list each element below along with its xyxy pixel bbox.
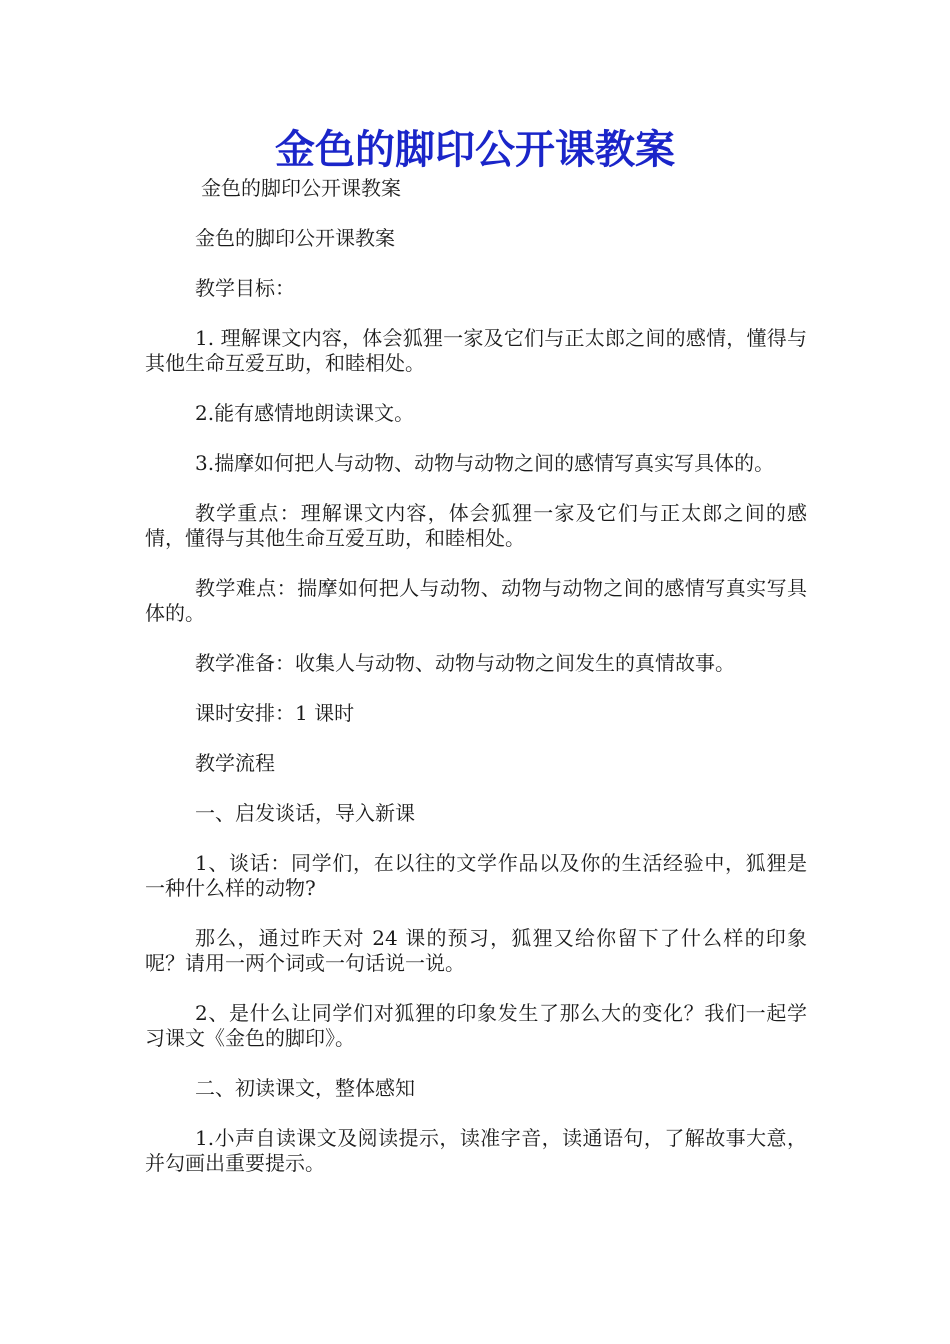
paragraph: 3.揣摩如何把人与动物、动物与动物之间的感情写真实写具体的。 bbox=[195, 451, 775, 475]
paragraph: 1、谈话：同学们，在以往的文学作品以及你的生活经验中，狐狸是一种什么样的动物? bbox=[145, 851, 807, 900]
paragraph: 1.小声自读课文及阅读提示，读准字音，读通语句，了解故事大意，并勾画出重要提示。 bbox=[145, 1126, 807, 1175]
document-title: 金色的脚印公开课教案 bbox=[275, 127, 675, 173]
paragraph-subtitle: 金色的脚印公开课教案 bbox=[201, 176, 401, 200]
paragraph: 教学难点：揣摩如何把人与动物、动物与动物之间的感情写真实写具体的。 bbox=[145, 576, 807, 625]
paragraph: 2.能有感情地朗读课文。 bbox=[195, 401, 415, 425]
paragraph: 课时安排：1 课时 bbox=[195, 701, 355, 725]
paragraph: 1. 理解课文内容，体会狐狸一家及它们与正太郎之间的感情，懂得与其他生命互爱互助，和睦相处。 bbox=[145, 326, 807, 375]
paragraph: 教学流程 bbox=[195, 751, 275, 775]
paragraph: 一、启发谈话，导入新课 bbox=[195, 801, 415, 825]
paragraph: 教学目标： bbox=[195, 276, 295, 300]
paragraph: 教学准备：收集人与动物、动物与动物之间发生的真情故事。 bbox=[195, 651, 735, 675]
paragraph: 二、初读课文，整体感知 bbox=[195, 1076, 415, 1100]
document-body bbox=[145, 172, 807, 1201]
paragraph: 那么，通过昨天对 24 课的预习，狐狸又给你留下了什么样的印象呢？请用一两个词或一句话说一说。 bbox=[145, 926, 807, 975]
paragraph: 金色的脚印公开课教案 bbox=[195, 226, 395, 250]
paragraph: 教学重点：理解课文内容，体会狐狸一家及它们与正太郎之间的感情，懂得与其他生命互爱互助，和睦相处。 bbox=[145, 501, 807, 550]
paragraph: 2、是什么让同学们对狐狸的印象发生了那么大的变化？我们一起学习课文《金色的脚印》。 bbox=[145, 1001, 807, 1050]
